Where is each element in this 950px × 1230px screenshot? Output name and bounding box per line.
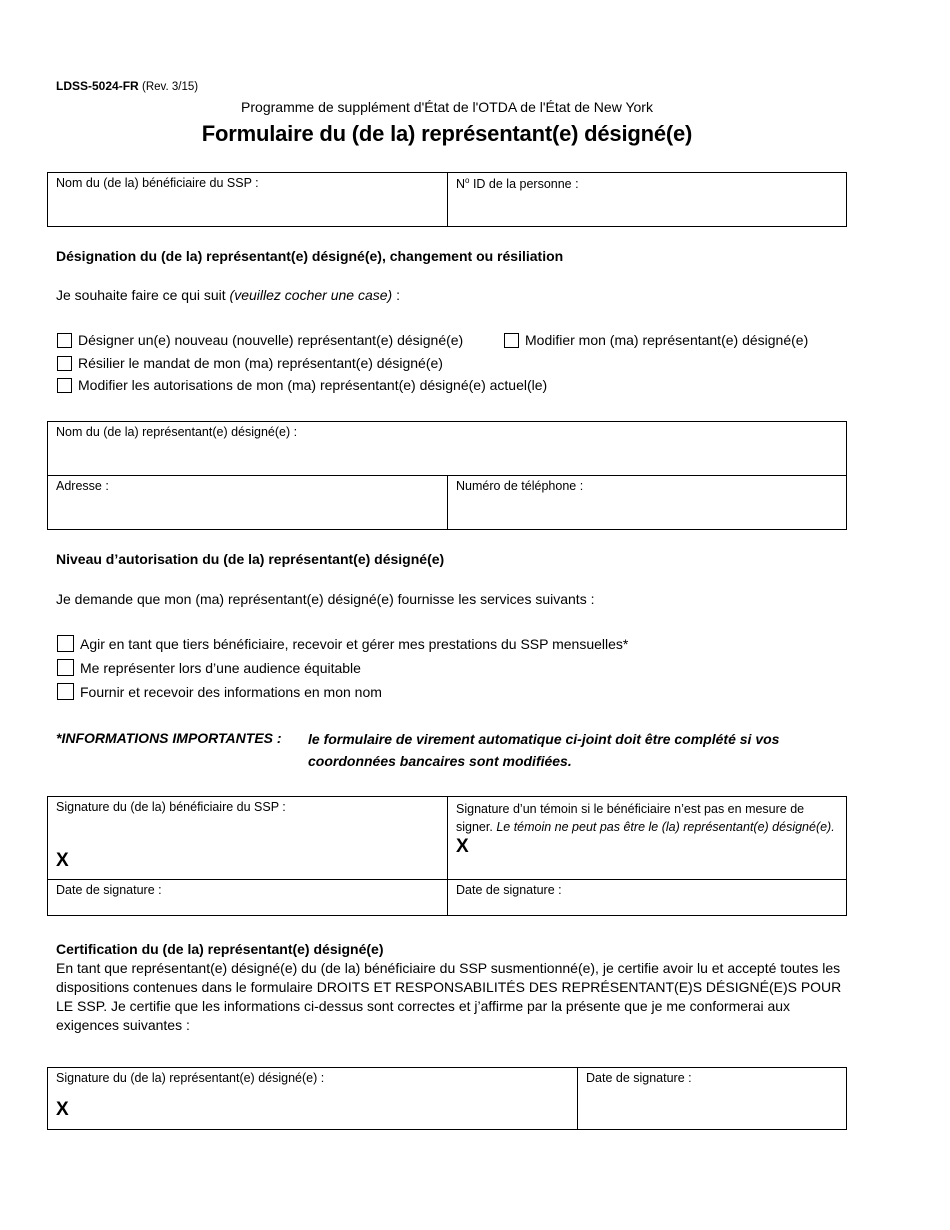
beneficiary-signature-x: X	[56, 850, 69, 871]
designation-instruction: Je souhaite faire ce qui suit (veuillez cocher une case) :	[56, 287, 400, 303]
option-info[interactable]	[57, 683, 382, 700]
option-terminate-rep[interactable]	[57, 355, 443, 371]
rep-date-field[interactable]	[578, 1068, 847, 1130]
checkbox-modify-rep[interactable]	[504, 333, 519, 348]
rep-signature-label: Signature du (de la) représentant(e) désigné(e) :	[56, 1071, 325, 1085]
rep-phone-label: Numéro de téléphone :	[456, 479, 584, 493]
beneficiary-date-label: Date de signature :	[56, 883, 162, 897]
rep-signature-field[interactable]	[48, 1068, 578, 1130]
witness-signature-field[interactable]	[448, 797, 847, 880]
checkbox-info[interactable]	[57, 683, 74, 700]
witness-date-label: Date de signature :	[456, 883, 562, 897]
checkbox-hearing[interactable]	[57, 659, 74, 676]
rep-address-field[interactable]	[48, 476, 448, 530]
option-new-rep[interactable]	[57, 332, 463, 348]
rep-name-label: Nom du (de la) représentant(e) désigné(e) :	[56, 425, 298, 439]
witness-signature-label: Signature d’un témoin si le bénéficiaire n’est pas en mesure de signer. Le témoin ne peut pas être le (la) représentant(e) désigné(e).	[456, 802, 835, 834]
rep-name-field[interactable]	[48, 422, 847, 476]
important-label: *INFORMATIONS IMPORTANTES :	[56, 730, 282, 746]
checkbox-terminate-rep[interactable]	[57, 356, 72, 371]
important-line-2: coordonnées bancaires sont modifiées.	[308, 753, 572, 769]
beneficiary-signature-label: Signature du (de la) bénéficiaire du SSP :	[56, 800, 286, 814]
person-id-field[interactable]	[448, 173, 847, 227]
beneficiary-box	[47, 172, 847, 227]
witness-signature-x: X	[456, 836, 469, 857]
signature-box	[47, 796, 847, 916]
option-modify-rep[interactable]	[504, 332, 808, 348]
beneficiary-name-label: Nom du (de la) bénéficiaire du SSP :	[56, 176, 259, 190]
option-hearing-label: Me représenter lors d’une audience équitable	[80, 659, 361, 676]
authorization-instruction: Je demande que mon (ma) représentant(e) désigné(e) fournisse les services suivants :	[56, 591, 595, 607]
authorization-heading: Niveau d’autorisation du (de la) représentant(e) désigné(e)	[56, 551, 445, 567]
beneficiary-signature-field[interactable]	[48, 797, 448, 880]
form-code	[56, 79, 198, 93]
rep-date-label: Date de signature :	[586, 1071, 692, 1085]
option-info-label: Fournir et recevoir des informations en mon nom	[80, 683, 382, 700]
certification-text: En tant que représentant(e) désigné(e) du (de la) bénéficiaire du SSP susmentionné(e), je certifie avoir lu et accepté toutes les dispositions contenues dans le formulaire DROITS ET RESPONSABILITÉS DES REPRÉSENTANT(E)S DÉSIGNÉ(E)S POUR LE SSP. Je certifie que les informations ci-dessus sont correctes et j’affirme par la présente que je me conformerai aux exigences suivantes :	[56, 960, 842, 1033]
page-title: Formulaire du (de la) représentant(e) désigné(e)	[201, 121, 693, 146]
rep-phone-field[interactable]	[448, 476, 847, 530]
designation-heading: Désignation du (de la) représentant(e) désigné(e), changement ou résiliation	[56, 248, 564, 264]
certification-heading: Certification du (de la) représentant(e) désigné(e)	[56, 941, 384, 957]
form-revision: (Rev. 3/15)	[142, 81, 199, 93]
important-text	[308, 728, 828, 772]
option-change-auth-label: Modifier les autorisations de mon (ma) représentant(e) désigné(e) actuel(le)	[78, 377, 548, 393]
checkbox-payee[interactable]	[57, 635, 74, 652]
program-name: Programme de supplément d'État de l'OTDA de l'État de New York	[241, 99, 653, 115]
option-payee[interactable]	[57, 635, 628, 652]
option-new-rep-label: Désigner un(e) nouveau (nouvelle) représentant(e) désigné(e)	[78, 332, 464, 348]
person-id-label: $N^o$ ID de la personne :	[456, 176, 579, 192]
important-line-1: le formulaire de virement automatique ci-joint doit être complété si vos	[308, 731, 780, 747]
beneficiary-name-field[interactable]	[48, 173, 448, 227]
checkbox-change-auth[interactable]	[57, 378, 72, 393]
witness-date-field[interactable]	[448, 880, 847, 916]
option-hearing[interactable]	[57, 659, 361, 676]
option-modify-rep-label: Modifier mon (ma) représentant(e) désigné(e)	[525, 332, 809, 348]
option-terminate-rep-label: Résilier le mandat de mon (ma) représentant(e) désigné(e)	[78, 355, 443, 371]
option-change-auth[interactable]	[57, 377, 547, 393]
beneficiary-date-field[interactable]	[48, 880, 448, 916]
option-payee-label: Agir en tant que tiers bénéficiaire, recevoir et gérer mes prestations du SSP mensuelles*	[80, 635, 629, 652]
checkbox-new-rep[interactable]	[57, 333, 72, 348]
representative-box	[47, 421, 847, 530]
rep-address-label: Adresse :	[56, 479, 109, 493]
rep-signature-x: X	[56, 1099, 69, 1120]
rep-signature-box	[47, 1067, 847, 1130]
form-code-text: LDSS-5024-FR	[56, 79, 139, 93]
certification-section	[56, 940, 856, 1035]
